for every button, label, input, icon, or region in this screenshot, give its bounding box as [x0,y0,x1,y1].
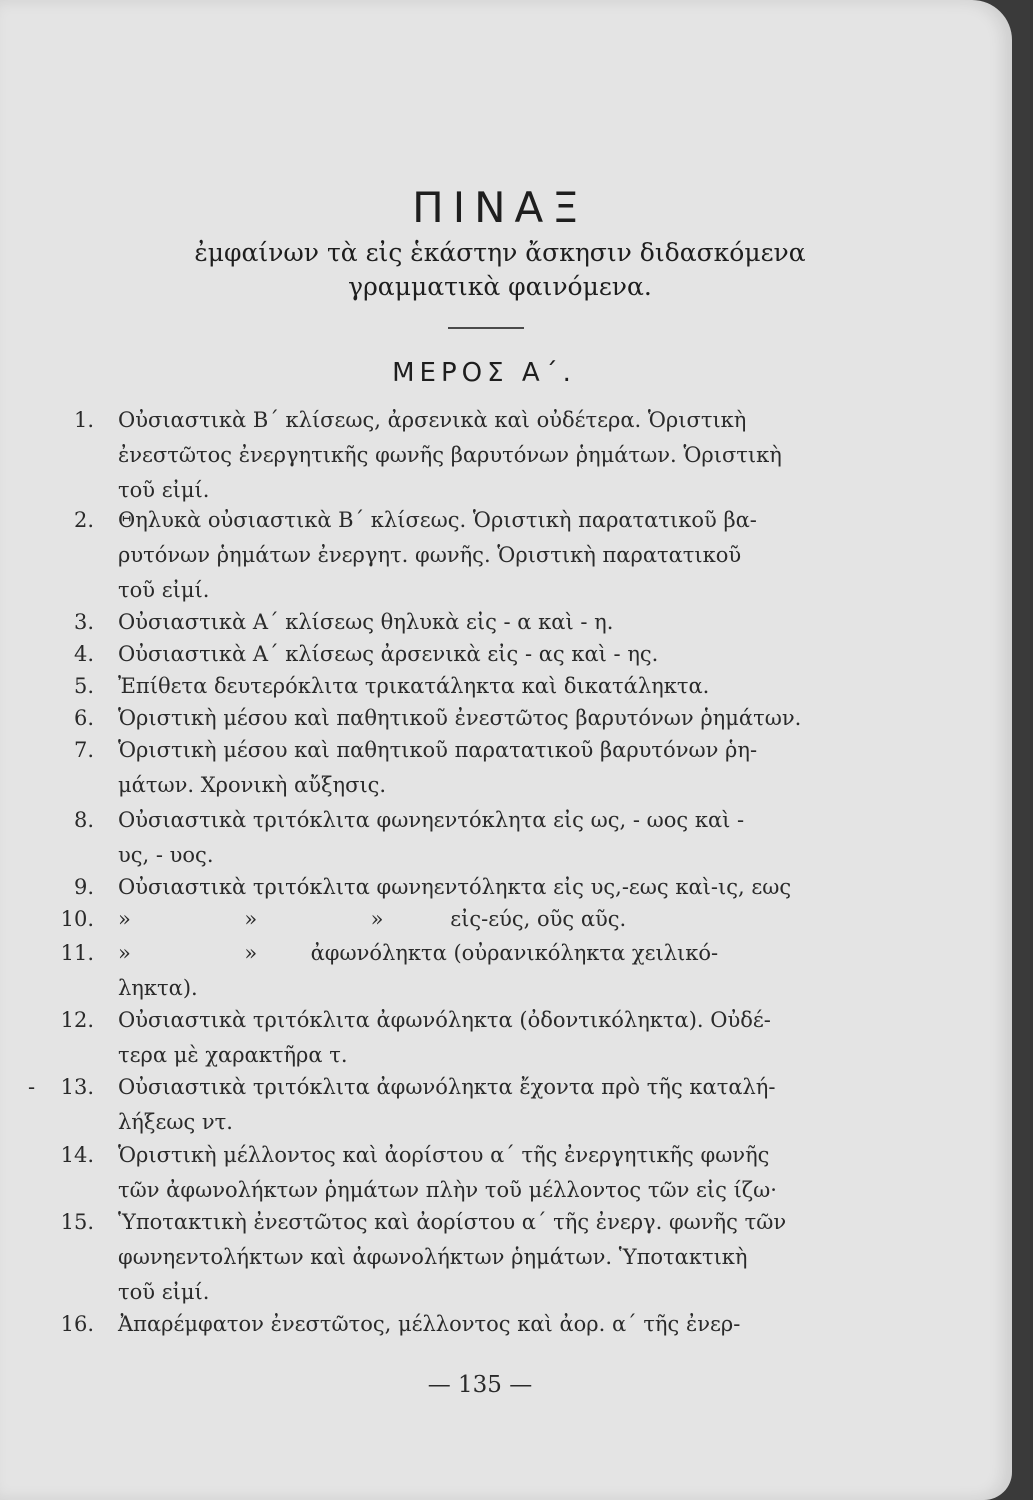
item-number: 12. [60,1008,94,1032]
divider-rule [448,327,524,329]
item-number: 8. [73,808,94,832]
item-number: 14. [60,1143,94,1167]
item-text: ἐνεστῶτος ἐνεργητικῆς φωνῆς βαρυτόνων ῥημάτων. Ὁριστικὴ [118,443,782,467]
item-number: 11. [60,941,94,965]
item-text: ρυτόνων ῥημάτων ἐνεργητ. φωνῆς. Ὁριστικὴ παρατατικοῦ [118,543,742,567]
item-text: τερα μὲ χαρακτῆρα τ. [118,1043,348,1067]
item-text: τῶν ἀφωνολήκτων ῥημάτων πλὴν τοῦ μέλλοντος τῶν εἰς ίζω· [118,1178,777,1202]
item-text: Οὐσιαστικὰ τριτόκλιτα φωνηεντόληκτα εἰς υς,-εως καὶ-ις, εως [118,875,792,899]
item-text: Οὐσιαστικὰ Α΄ κλίσεως θηλυκὰ εἰς - α καὶ - η. [118,610,614,634]
item-number: 2. [73,508,94,532]
item-text: μάτων. Χρονικὴ αὔξησις. [118,773,387,797]
item-text: λήξεως ντ. [118,1110,233,1134]
item-text: Οὐσιαστικὰ τριτόκλιτα ἀφωνόληκτα ἔχοντα πρὸ τῆς καταλή- [118,1075,776,1099]
item-number: 6. [73,706,94,730]
item-text: » » » εἰς-εύς, οῦς αῦς. [118,907,627,931]
item-text: υς, - υος. [118,843,214,867]
item-number: 5. [73,674,94,698]
item-text: Ἐπίθετα δευτερόκλιτα τρικατάληκτα καὶ δικατάληκτα. [118,674,710,698]
page-title: ΠΙΝΑΞ [412,183,588,232]
item-number: 9. [73,875,94,899]
item-text: Οὐσιαστικὰ τριτόκλιτα ἀφωνόληκτα (ὀδοντικόληκτα). Οὐδέ- [118,1008,771,1032]
item-number: 4. [73,642,94,666]
item-text: φωνηεντολήκτων καὶ ἀφωνολήκτων ῥημάτων. Ὑποτακτικὴ [118,1245,748,1269]
item-text: τοῦ εἰμί. [118,1280,210,1304]
item-number: 3. [73,610,94,634]
item-text: Ὁριστικὴ μέσου καὶ παθητικοῦ παρατατικοῦ βαρυτόνων ῥη- [118,738,758,762]
item-number: 16. [60,1312,94,1336]
subtitle-line-2: γραμματικὰ φαινόμενα. [348,272,652,301]
item-number: 7. [73,738,94,762]
item-text: τοῦ εἰμί. [118,578,210,602]
item-number: 13. [60,1075,94,1099]
item-text: ληκτα). [118,976,198,1000]
item-text: Ὁριστικὴ μέλλοντος καὶ ἀορίστου α΄ τῆς ἐνεργητικῆς φωνῆς [118,1143,770,1167]
item-text: Ὑποτακτικὴ ἐνεστῶτος καὶ ἀορίστου α΄ τῆς ἐνεργ. φωνῆς τῶν [118,1210,787,1234]
part-title: ΜΕΡΟΣ Α΄. [392,358,576,388]
item-text: Οὐσιαστικὰ Β΄ κλίσεως, ἀρσενικὰ καὶ οὐδέτερα. Ὁριστικὴ [118,408,747,432]
subtitle-line-1: ἐμφαίνων τὰ εἰς ἑκάστην ἄσκησιν διδασκόμενα [194,238,806,267]
item-text: Ὁριστικὴ μέσου καὶ παθητικοῦ ἐνεστῶτος βαρυτόνων ῥημάτων. [118,706,802,730]
item-number: 15. [60,1210,94,1234]
page-number: — 135 — [427,1372,533,1398]
item-text: Οὐσιαστικὰ Α΄ κλίσεως ἀρσενικὰ εἰς - ας καὶ - ης. [118,642,659,666]
item-number: 1. [73,408,94,432]
item-text: Οὐσιαστικὰ τριτόκλιτα φωνηεντόκλητα εἰς ως, - ωος καὶ - [118,808,745,832]
item-number: 10. [60,907,94,931]
item-text: » » ἀφωνόληκτα (οὐρανικόληκτα χειλικό- [118,941,719,965]
item-text: τοῦ εἰμί. [118,478,210,502]
margin-mark: - [28,1075,36,1099]
item-text: Ἀπαρέμφατον ἐνεστῶτος, μέλλοντος καὶ ἀορ. α΄ τῆς ἐνερ- [118,1312,741,1336]
item-text: Θηλυκὰ οὐσιαστικὰ Β΄ κλίσεως. Ὁριστικὴ παρατατικοῦ βα- [118,508,757,532]
